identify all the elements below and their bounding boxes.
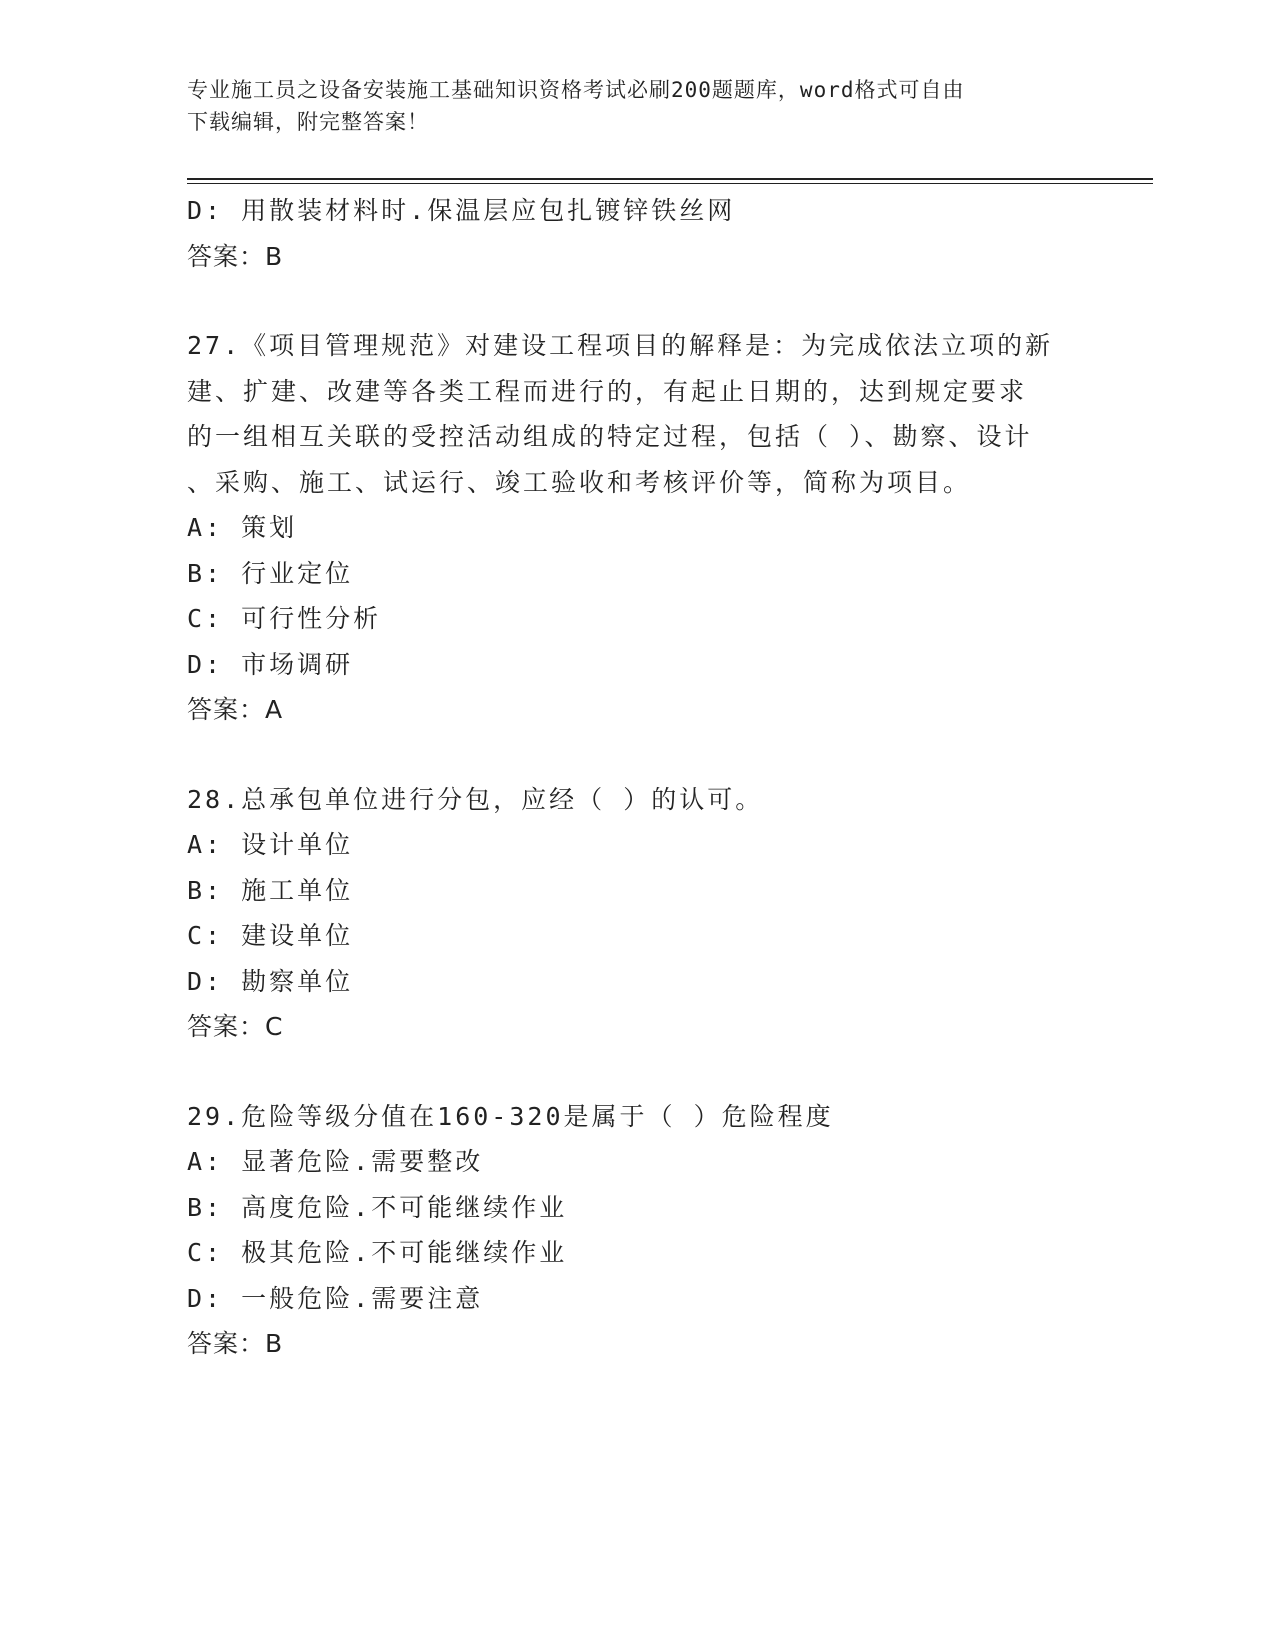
answer-line: 答案：A	[187, 695, 284, 724]
header-divider-thick	[187, 178, 1153, 180]
option-a: A: 设计单位	[187, 830, 354, 859]
spacer	[187, 733, 1087, 777]
option-b: B: 高度危险.不可能继续作业	[187, 1192, 568, 1222]
header-line-2: 下载编辑，附完整答案！	[187, 110, 429, 134]
option-b: B: 施工单位	[187, 875, 354, 905]
header-divider-thin	[187, 183, 1153, 184]
question-text-line: 27.《项目管理规范》对建设工程项目的解释是：为完成依法立项的新	[187, 331, 1054, 360]
answer-line: 答案：C	[187, 1012, 284, 1041]
option-d: D: 一般危险.需要注意	[187, 1283, 484, 1313]
document-header	[187, 74, 1087, 138]
spacer	[187, 279, 1087, 323]
question-text-line: 的一组相互关联的受控活动组成的特定过程，包括（ ）、勘察、设计	[187, 422, 1033, 451]
question-28	[187, 777, 1087, 1050]
option-d: D: 用散装材料时.保温层应包扎镀锌铁丝网	[187, 196, 736, 225]
option-c: C: 极其危险.不可能继续作业	[187, 1238, 568, 1267]
question-text-line: 、采购、施工、试运行、竣工验收和考核评价等，简称为项目。	[187, 467, 972, 497]
previous-question-tail	[187, 188, 1087, 279]
answer-line: 答案：B	[187, 241, 284, 271]
spacer	[187, 1050, 1087, 1094]
option-a: A: 显著危险.需要整改	[187, 1147, 484, 1176]
question-text-line: 28.总承包单位进行分包，应经（ ）的认可。	[187, 784, 764, 814]
header-line-1: 专业施工员之设备安装施工基础知识资格考试必刷200题题库，word格式可自由	[187, 78, 965, 102]
question-content	[187, 188, 1087, 1367]
option-a: A: 策划	[187, 513, 298, 542]
answer-line: 答案：B	[187, 1329, 284, 1358]
option-d: D: 市场调研	[187, 649, 354, 679]
question-27	[187, 323, 1087, 733]
question-text-line: 29.危险等级分值在160-320是属于（ ）危险程度	[187, 1101, 834, 1131]
option-c: C: 建设单位	[187, 921, 354, 950]
option-c: C: 可行性分析	[187, 604, 382, 633]
option-b: B: 行业定位	[187, 558, 354, 588]
option-d: D: 勘察单位	[187, 966, 354, 996]
question-29	[187, 1094, 1087, 1367]
question-text-line: 建、扩建、改建等各类工程而进行的，有起止日期的，达到规定要求	[187, 376, 1028, 406]
